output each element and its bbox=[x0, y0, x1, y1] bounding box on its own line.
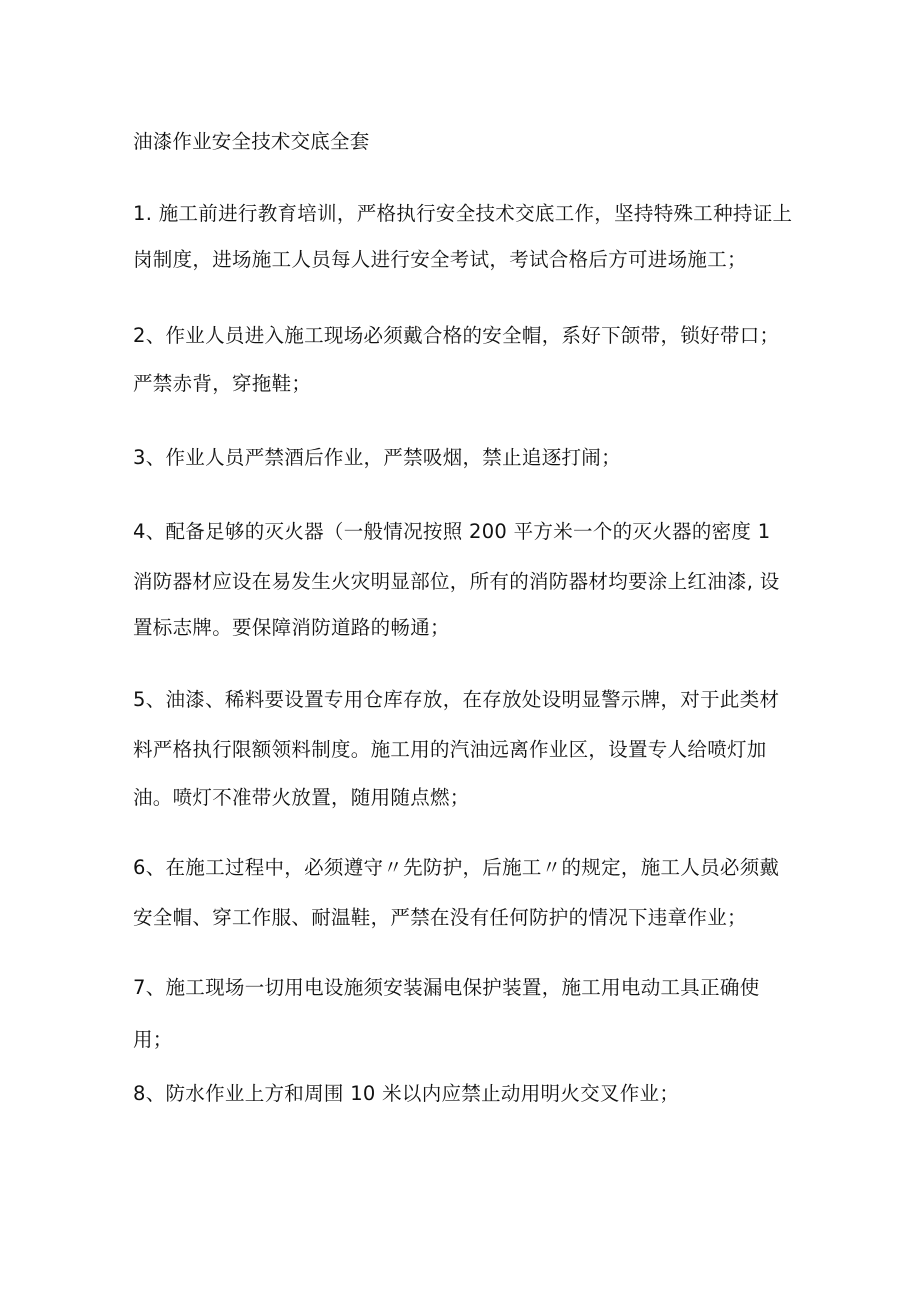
paragraph-line: 置标志牌。要保障消防道路的畅通； bbox=[133, 616, 450, 639]
paragraph-line: 5、油漆、稀料要设置专用仓库存放，在存放处设明显警示牌，对于此类材 bbox=[133, 688, 780, 711]
paragraph-line: 用； bbox=[133, 1028, 173, 1051]
paragraph-line: 严禁赤背，穿拖鞋； bbox=[133, 372, 312, 395]
paragraph-line: 2、作业人员进入施工现场必须戴合格的安全帽，系好下颌带，锁好带口； bbox=[133, 324, 780, 347]
paragraph-line: 8、防水作业上方和周围 10 米以内应禁止动用明火交叉作业； bbox=[133, 1082, 680, 1105]
paragraph-line: 1. 施工前进行教育培训，严格执行安全技术交底工作，坚持特殊工种持证上 bbox=[133, 202, 793, 225]
paragraph-line: 6、在施工过程中，必须遵守〃先防护，后施工〃的规定，施工人员必须戴 bbox=[133, 856, 780, 879]
paragraph-line: 油。喷灯不准带火放置，随用随点燃； bbox=[133, 786, 470, 809]
paragraph-line: 7、施工现场一切用电设施须安装漏电保护装置，施工用电动工具正确使 bbox=[133, 976, 760, 999]
document-title: 油漆作业安全技术交底全套 bbox=[133, 130, 370, 153]
paragraph-line: 岗制度，进场施工人员每人进行安全考试，考试合格后方可进场施工； bbox=[133, 248, 747, 271]
paragraph-line: 安全帽、穿工作服、耐温鞋，严禁在没有任何防护的情况下违章作业； bbox=[133, 906, 747, 929]
paragraph-line: 4、配备足够的灭火器（一般情况按照 200 平方米一个的灭火器的密度 1 bbox=[133, 520, 771, 543]
paragraph-line: 消防器材应设在易发生火灾明显部位，所有的消防器材均要涂上红油漆, 设 bbox=[133, 570, 780, 593]
paragraph-line: 3、作业人员严禁酒后作业，严禁吸烟，禁止追逐打闹； bbox=[133, 446, 621, 469]
paragraph-line: 料严格执行限额领料制度。施工用的汽油远离作业区，设置专人给喷灯加 bbox=[133, 738, 767, 761]
